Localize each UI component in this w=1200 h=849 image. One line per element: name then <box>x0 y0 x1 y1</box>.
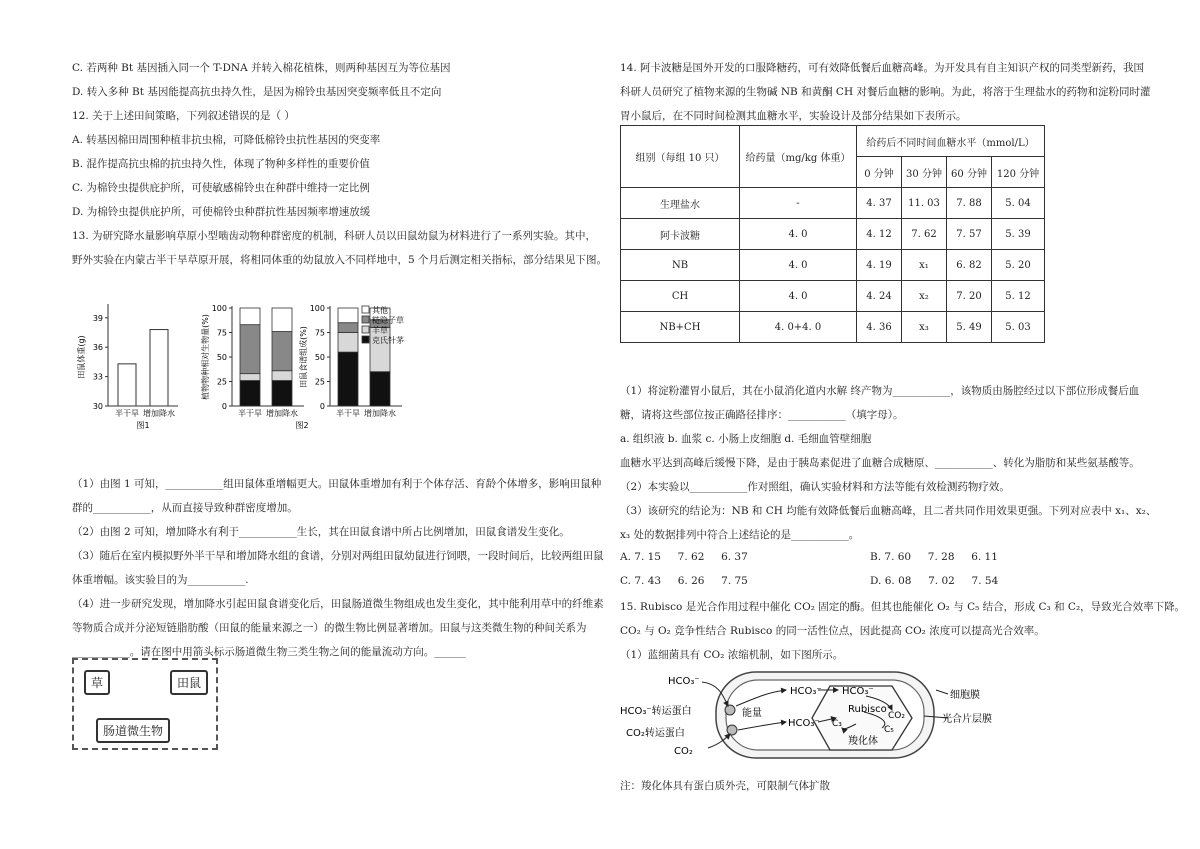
cell-value: 4. 24 <box>857 281 902 312</box>
header-time: 30 分钟 <box>902 157 947 188</box>
chart2-bar-segment <box>240 308 260 325</box>
legend-label: 克氏针茅 <box>372 336 404 345</box>
cell-value: 7. 57 <box>947 219 992 250</box>
cell-group: NB+CH <box>621 312 740 343</box>
q11-option-d: D. 转入多种 Bt 基因能提高抗虫持久性，是因为棉铃虫基因突变频率低且不定向 <box>72 86 442 98</box>
chart2-tick-label: 50 <box>216 353 227 362</box>
cell-group: 生理盐水 <box>621 188 740 219</box>
q14-stem-line1: 14. 阿卡波糖是国外开发的口服降糖药，可有效降低餐后血糖高峰。为开发具有自主知识产权的同类型新药，我国 <box>620 62 1145 74</box>
box-vole: 田鼠 <box>170 670 208 695</box>
chart1-tick-label: 39 <box>92 313 103 323</box>
chart1-tick-label: 36 <box>92 343 103 353</box>
chart2-tick-label: 0 <box>221 402 227 411</box>
co2-transporter-label: CO₂转运蛋白 <box>626 728 685 739</box>
q13-sub4-line1: （4）进一步研究发现，增加降水引起田鼠食谱变化后，田鼠肠道微生物组成也发生变化，其中能利用草中的纤维素 <box>72 598 604 610</box>
header-time: 60 分钟 <box>947 157 992 188</box>
q13-sub1-line1: （1）由图 1 可知，___________组田鼠体重增幅更大。田鼠体重增加有利于个体存活、育龄个体增多，影响田鼠种 <box>72 478 602 490</box>
chart3-category-label: 半干旱 <box>336 409 360 418</box>
cell-value: x₂ <box>902 281 947 312</box>
cell-group: CH <box>621 281 740 312</box>
blood-glucose-table <box>620 125 1045 343</box>
q12-option-d: D. 为棉铃虫提供庇护所，可使棉铃虫种群抗性基因频率增速放缓 <box>72 206 371 218</box>
q12-option-b: B. 混作提高抗虫棉的抗虫持久性，体现了物种多样性的重要价值 <box>72 158 370 170</box>
chart2-bar-segment <box>272 308 292 332</box>
chart2-bar-segment <box>272 332 292 371</box>
q13-sub3-line1: （3）随后在室内模拟野外半干旱和增加降水组的食谱，分别对两组田鼠幼鼠进行饲喂，一段时间后，比较两组田鼠 <box>72 550 604 562</box>
chart2-bar-segment <box>272 381 292 406</box>
co2-transporter-icon <box>727 725 737 735</box>
cell-value: x₃ <box>902 312 947 343</box>
cell-value: x₁ <box>902 250 947 281</box>
chart3-bar-segment <box>338 333 358 353</box>
diagram-note: 注：羧化体具有蛋白质外壳，可限制气体扩散 <box>620 780 830 792</box>
cell-value: 6. 82 <box>947 250 992 281</box>
chart3-tick-label: 50 <box>314 353 325 362</box>
q14-sub2: （2）本实验以___________作对照组，确认实验材料和方法等能有效检测药物疗效。 <box>620 481 1010 493</box>
q13-sub4-line3: ___________。请在图中用箭头标示肠道微生物三类生物之间的能量流动方向。______ <box>72 646 466 658</box>
hco3-cytoplasm-label-2: HCO₃⁻ <box>788 718 820 729</box>
cell-value: 7. 88 <box>947 188 992 219</box>
fig2-label: 图2 <box>295 421 309 430</box>
cell-dose: 4. 0 <box>740 250 857 281</box>
q14-option-b: B. 7. 60 7. 28 6. 11 <box>870 551 998 563</box>
cell-group: 阿卡波糖 <box>621 219 740 250</box>
q14-stem-line3: 胃小鼠后，在不同时间检测其血糖水平，实验设计及部分结果如下表所示。 <box>620 110 967 122</box>
chart3-tick-label: 25 <box>314 377 325 387</box>
cell-value: 5. 12 <box>992 281 1045 312</box>
cell-value: 4. 37 <box>857 188 902 219</box>
chart2-category-label: 半干旱 <box>238 409 262 418</box>
cell-value: 4. 12 <box>857 219 902 250</box>
cell-value: 5. 49 <box>947 312 992 343</box>
chart1-category-label: 增加降水 <box>143 409 175 418</box>
q11-option-c: C. 若两种 Bt 基因插入同一个 T-DNA 并转入棉花植株，则两种基因互为等位基因 <box>72 62 451 74</box>
q13-sub1-line2: 群的___________，从而直接导致种群密度增加。 <box>72 502 298 514</box>
table-row <box>621 188 1045 219</box>
chart2-category-label: 增加降水 <box>266 409 298 418</box>
co2-carboxysome-label: CO₂ <box>888 711 905 721</box>
co2-concentrating-diagram <box>620 668 1000 768</box>
cell-value: 5. 39 <box>992 219 1045 250</box>
table-row <box>621 281 1045 312</box>
q14-sub1-line3: a. 组织液 b. 血浆 c. 小肠上皮细胞 d. 毛细血管壁细胞 <box>620 433 872 445</box>
legend-label: 羊草 <box>372 326 388 335</box>
q15-stem-line1: 15. Rubisco 是光合作用过程中催化 CO₂ 固定的酶。但其也能催化 O₂ 与 C₅ 结合，形成 C₃ 和 C₂，导致光合效率下降。 <box>620 601 1186 613</box>
legend-swatch <box>362 306 369 313</box>
carboxysome-label: 羧化体 <box>848 736 878 747</box>
cell-value: 7. 62 <box>902 219 947 250</box>
cell-value: 4. 19 <box>857 250 902 281</box>
cell-value: 5. 03 <box>992 312 1045 343</box>
cell-value: 11. 03 <box>902 188 947 219</box>
q15-sub1: （1）蓝细菌具有 CO₂ 浓缩机制，如下图所示。 <box>620 649 844 661</box>
chart3-tick-label: 0 <box>319 402 325 411</box>
chart3-bar-segment <box>338 352 358 406</box>
chart1-category-label: 半干旱 <box>115 409 139 418</box>
table-row <box>621 312 1045 343</box>
chart3-bar-segment <box>338 308 358 323</box>
chart3-tick-label: 75 <box>314 328 325 338</box>
q12-stem: 12. 关于上述田间策略，下列叙述错误的是（ ） <box>72 110 295 122</box>
q13-sub3-line2: 体重增幅。该实验目的为___________. <box>72 574 249 586</box>
chart2-bar-segment <box>272 371 292 381</box>
cell-membrane-label: 细胞膜 <box>950 690 980 701</box>
cell-value: 7. 20 <box>947 281 992 312</box>
chart3-tick-label: 100 <box>309 304 325 313</box>
chart1-y-label: 田鼠体重(g) <box>77 335 86 379</box>
chart2-tick-label: 100 <box>211 304 227 313</box>
chart1-tick-label: 33 <box>92 372 103 382</box>
legend-label: 糙隐子草 <box>372 316 404 325</box>
q12-option-c: C. 为棉铃虫提供庇护所，可使敏感棉铃虫在种群中维持一定比例 <box>72 182 370 194</box>
hco3-carboxysome-label: HCO₃⁻ <box>842 686 874 697</box>
cell-value: 5. 20 <box>992 250 1045 281</box>
header-time: 0 分钟 <box>857 157 902 188</box>
q12-option-a: A. 转基因棉田周围种植非抗虫棉，可降低棉铃虫抗性基因的突变率 <box>72 134 381 146</box>
chart3-category-label: 增加降水 <box>364 409 396 418</box>
q13-stem-line1: 13. 为研究降水量影响草原小型啮齿动物种群密度的机制，科研人员以田鼠幼鼠为材料进行了一系列实验。其中， <box>72 230 597 242</box>
q14-sub1-line2: 糖，请将这些部位按正确路径排序：___________（填字母）。 <box>620 409 904 421</box>
q14-option-c: C. 7. 43 6. 26 7. 75 <box>620 575 748 587</box>
header-level: 给药后不同时间血糖水平（mmol/L） <box>857 126 1045 157</box>
header-dose: 给药量（mg/kg 体重） <box>740 126 857 188</box>
q14-sub3-line1: （3）该研究的结论为：NB 和 CH 均能有效降低餐后血糖高峰，且二者共同作用效果更强。下列对应表中 x₁、x₂、 <box>620 505 1157 517</box>
header-time: 120 分钟 <box>992 157 1045 188</box>
q14-option-a: A. 7. 15 7. 62 6. 37 <box>620 551 748 563</box>
cell-dose: - <box>740 188 857 219</box>
q13-sub2: （2）由图 2 可知，增加降水有利于___________生长，其在田鼠食谱中所占比例增加，田鼠食谱发生变化。 <box>72 526 570 538</box>
q14-sub1-line4: 血糖水平达到高峰后缓慢下降，是由于胰岛素促进了血糖合成糖原、___________、转化为脂肪和某些氨基酸等。 <box>620 457 1140 469</box>
legend-swatch <box>362 316 369 323</box>
chart3-bar-segment <box>338 323 358 333</box>
hco3-transporter-label: HCO₃⁻转运蛋白 <box>620 706 692 717</box>
chart3-bar-segment <box>370 372 390 406</box>
header-group: 组别（每组 10 只） <box>621 126 740 188</box>
box-gut-microbes: 肠道微生物 <box>96 718 170 743</box>
cell-dose: 4. 0+4. 0 <box>740 312 857 343</box>
cell-dose: 4. 0 <box>740 219 857 250</box>
legend-label: 其他 <box>372 306 388 315</box>
chart1-bar <box>150 330 168 406</box>
cell-dose: 4. 0 <box>740 281 857 312</box>
q13-sub4-line2: 等物质合成并分泌短链脂肪酸（田鼠的能量来源之一）的微生物比例显著增加。田鼠与这类微生物的种间关系为 <box>72 622 587 634</box>
chart2-tick-label: 25 <box>216 377 227 387</box>
legend-swatch <box>362 336 369 343</box>
c5-label: C₅ <box>884 725 894 735</box>
co2-outside-label: CO₂ <box>674 746 693 757</box>
chart2-tick-label: 75 <box>216 328 227 338</box>
energy-flow-box <box>72 658 218 750</box>
table-row <box>621 219 1045 250</box>
cell-value: 4. 36 <box>857 312 902 343</box>
legend-swatch <box>362 326 369 333</box>
table-row <box>621 250 1045 281</box>
hco3-outside-label: HCO₃⁻ <box>668 676 700 687</box>
chart1-tick-label: 30 <box>92 402 103 411</box>
chart2-bar-segment <box>240 325 260 374</box>
chart2-bar-segment <box>240 374 260 381</box>
c3-label: C₃ <box>832 719 842 729</box>
chart3-y-label: 田鼠食谱组成(%) <box>299 326 308 388</box>
q15-stem-line2: CO₂ 与 O₂ 竞争性结合 Rubisco 的同一活性位点，因此提高 CO₂ 浓度可以提高光合效率。 <box>620 625 1045 637</box>
box-grass: 草 <box>84 670 110 695</box>
q14-sub3-line2: x₃ 处的数据排列中符合上述结论的是___________。 <box>620 529 860 541</box>
q14-option-d: D. 6. 08 7. 02 7. 54 <box>870 575 999 587</box>
chart2-bar-segment <box>240 381 260 406</box>
figure-charts <box>72 296 412 440</box>
hco3-transporter-icon <box>725 705 735 715</box>
thylakoid-label: 光合片层膜 <box>942 714 992 725</box>
hco3-cytoplasm-label: HCO₃⁻ <box>790 686 822 697</box>
fig1-label: 图1 <box>136 421 150 430</box>
rubisco-label: Rubisco <box>848 704 887 715</box>
q13-stem-line2: 野外实验在内蒙古半干旱草原开展，将相同体重的幼鼠放入不同样地中，5 个月后测定相关指标，部分结果见下图。 <box>72 254 608 266</box>
q14-stem-line2: 科研人员研究了植物来源的生物碱 NB 和黄酮 CH 对餐后血糖的影响。为此，将溶于生理盐水的药物和淀粉同时灌 <box>620 86 1151 98</box>
cell-value: 5. 04 <box>992 188 1045 219</box>
q14-sub1-line1: （1）将淀粉灌胃小鼠后，其在小鼠消化道内水解 终产物为___________，该物质由肠腔经过以下部位形成餐后血 <box>620 385 1140 397</box>
chart2-y-label: 植物物种相对生物量(%) <box>201 314 210 400</box>
chart1-bar <box>118 364 136 406</box>
cell-group: NB <box>621 250 740 281</box>
energy-label: 能量 <box>742 708 762 719</box>
